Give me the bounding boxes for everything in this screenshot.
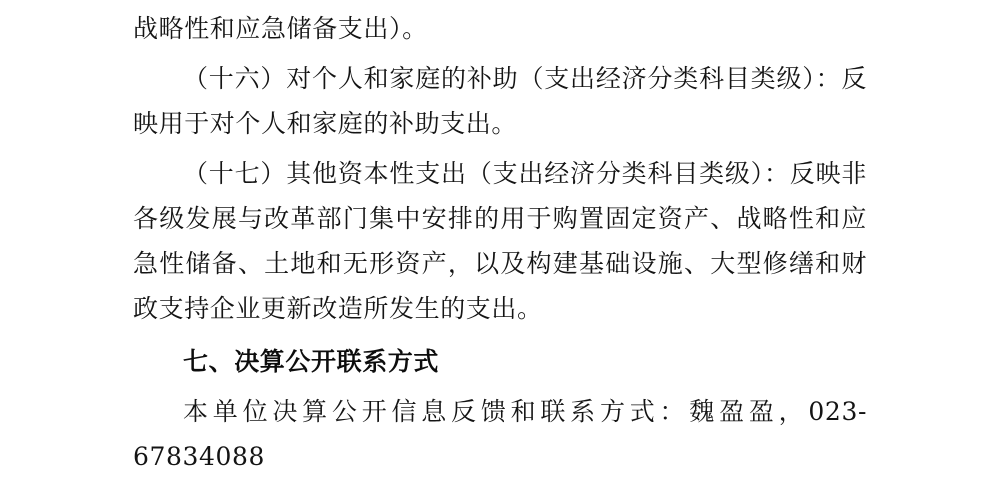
paragraph-item-17: （十七）其他资本性支出（支出经济分类科目类级）：反映非各级发展与改革部门集中安排的用于购置固定资产、战略性和应急性储备、土地和无形资产，以及构建基础设施、大型修缮和财政支持企业更新改造所发生的支出。 xyxy=(133,159,867,323)
document-body xyxy=(133,0,867,479)
paragraph-item-16: （十六）对个人和家庭的补助（支出经济分类科目类级）：反映用于对个人和家庭的补助支出。 xyxy=(133,64,867,138)
paragraph-contact-info: 本单位决算公开信息反馈和联系方式：魏盈盈，023-67834088 xyxy=(133,397,867,471)
paragraph-continued: 战略性和应急储备支出）。 xyxy=(133,14,428,43)
spacer xyxy=(133,331,867,339)
section-heading-7: 七、决算公开联系方式 xyxy=(183,347,440,376)
